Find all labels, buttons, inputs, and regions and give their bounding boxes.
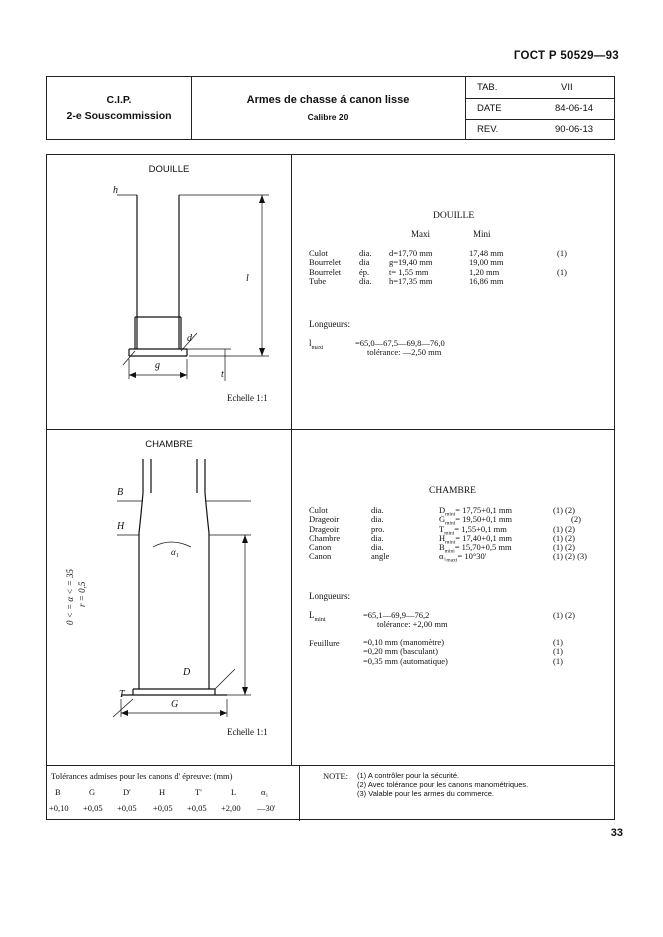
row-symbol: G: [439, 514, 446, 525]
header-table: [46, 76, 615, 140]
douille-rows: [309, 249, 609, 286]
page-number: 33: [610, 827, 623, 839]
row-symbol: H: [439, 532, 446, 543]
tol-header: L: [231, 787, 237, 797]
row-what: dia: [359, 257, 370, 268]
row-notes: (1) (2): [553, 532, 575, 543]
notes-list: [357, 771, 613, 798]
tol-value: +0,05: [83, 803, 103, 813]
row-eq: = 19,50+0,1 mm: [455, 514, 513, 525]
row-name: Drageoir: [309, 514, 340, 525]
date-label: DATE: [477, 103, 502, 114]
row-name: Canon: [309, 542, 332, 553]
tol-header: T': [195, 787, 202, 797]
row-eq: = 15,70+0,5 mm: [454, 542, 512, 553]
rev-row: [465, 119, 614, 140]
row-notes: (1) (2) (3): [553, 551, 587, 562]
douille-figure-title: DOUILLE: [148, 164, 190, 175]
row-mini: 19,00 mm: [469, 257, 504, 268]
tol-header: α₁: [261, 787, 269, 797]
tol-header: D': [123, 787, 131, 797]
row-what: angle: [371, 551, 390, 562]
douille-col-maxi: Maxi: [411, 229, 430, 239]
douille-lmaxi-label: [309, 338, 324, 351]
feuillure-value: =0,35 mm (automatique): [363, 655, 448, 666]
row-notes: (2): [571, 514, 581, 525]
row-note: (1): [557, 266, 567, 277]
row-name: Tube: [309, 275, 327, 286]
row-eq: = 10°30': [457, 551, 487, 562]
tol-value: +0,05: [153, 803, 173, 813]
rev-label: REV.: [477, 124, 499, 135]
lmini-symbol: L: [309, 610, 315, 620]
row-maxi: t= 1,55 mm: [389, 266, 429, 277]
douille-row: [309, 277, 609, 286]
row-symbol: D: [439, 505, 446, 515]
row-name: Drageoir: [309, 523, 340, 534]
row-mini: 17,48 mm: [469, 248, 504, 258]
row-name: Culot: [309, 248, 328, 258]
douille-label-l: l: [246, 273, 249, 284]
row-what: dia.: [371, 542, 384, 553]
row-sub: mini: [445, 511, 456, 518]
feuillure-value: =0,20 mm (basculant): [363, 646, 438, 657]
douille-label-h: h: [113, 185, 118, 196]
row-name: Bourrelet: [309, 257, 342, 268]
row-notes: (1) (2): [553, 523, 575, 534]
row-what: dia.: [359, 248, 372, 258]
douille-drawing: [97, 181, 287, 411]
chambre-lmini-label: [309, 610, 326, 623]
header-org-cell: [47, 77, 192, 139]
lmaxi-sub: maxi: [311, 344, 324, 351]
feuillure-note: (1): [553, 637, 563, 647]
chambre-rows: [309, 505, 609, 565]
row-mini: 1,20 mm: [469, 266, 500, 277]
row-what: dia.: [359, 275, 372, 286]
chambre-label-G: G: [171, 699, 179, 710]
column-divider: [291, 155, 292, 765]
tab-row: [465, 77, 614, 99]
chambre-lmini-value: =65,1—69,9—76,2: [363, 610, 430, 620]
row-sub: maxi: [446, 558, 458, 565]
lmini-sub: mini: [314, 616, 326, 623]
row-sub: mini: [445, 539, 456, 546]
row-value: [439, 552, 486, 566]
main-table: [46, 154, 615, 820]
tab-value: VII: [561, 82, 573, 93]
row-symbol: B: [439, 542, 445, 553]
date-row: [465, 98, 614, 120]
row-name: Bourrelet: [309, 266, 342, 277]
row-eq: = 17,40+0,1 mm: [455, 532, 513, 543]
lmaxi-symbol: l: [309, 338, 312, 348]
org-name: C.I.P.: [106, 94, 132, 106]
row-what: dia.: [371, 532, 384, 543]
rev-value: 90-06-13: [555, 124, 594, 135]
row-eq: = 1,55+0,1 mm: [454, 523, 507, 534]
douille-label-t: t: [221, 369, 224, 380]
chambre-radius: r = 0,5: [77, 581, 87, 607]
row-sub: mini: [444, 530, 455, 537]
row-symbol: T: [439, 523, 445, 534]
row-mini: 16,86 mm: [469, 275, 504, 286]
row-divider-1: [47, 429, 614, 430]
douille-row: [309, 268, 609, 277]
footer-divider: [299, 765, 300, 821]
chambre-lmini-notes: (1) (2): [553, 610, 575, 620]
row-symbol: α₁: [439, 551, 447, 562]
note-item: (3) Valable pour les armes du commerce.: [357, 789, 494, 798]
tol-header: B: [55, 787, 61, 797]
douille-longueurs-label: Longueurs:: [309, 319, 350, 329]
row-name: Canon: [309, 551, 332, 562]
feuillure-note: (1): [553, 646, 563, 657]
feuillure-note: (1): [553, 655, 563, 666]
chambre-drawing: [95, 455, 291, 725]
feuillure-label: Feuillure: [309, 638, 340, 648]
tol-value: +0,05: [117, 803, 137, 813]
chambre-tolerance: tolérance: +2,00 mm: [377, 619, 448, 629]
tab-label: TAB.: [477, 82, 498, 93]
chambre-figure-title: CHAMBRE: [145, 439, 193, 450]
row-what: ép.: [359, 266, 370, 277]
row-note: (1): [557, 248, 567, 258]
douille-table-title: DOUILLE: [433, 211, 475, 221]
chambre-label-alpha1: α₁: [171, 547, 179, 557]
note-item: (1) A contrôler pour la sécurité.: [357, 771, 460, 780]
chambre-scale: Echelle 1:1: [227, 727, 268, 737]
douille-lmaxi-value: =65,0—67,5—69,8—76,0: [355, 338, 445, 348]
row-what: pro.: [371, 523, 385, 534]
row-maxi: g=19,40 mm: [389, 257, 433, 268]
date-value: 84-06-14: [555, 103, 594, 114]
chambre-label-T: T: [119, 689, 125, 700]
feuillure-list: [363, 638, 603, 666]
tol-header: H: [159, 787, 166, 797]
douille-scale: Echelle 1:1: [227, 393, 268, 403]
row-divider-2: [47, 765, 614, 766]
tol-value: +0,05: [187, 803, 207, 813]
douille-label-g: g: [155, 360, 160, 371]
row-name: Chambre: [309, 532, 341, 543]
douille-col-mini: Mini: [473, 229, 491, 239]
doc-title: Armes de chasse á canon lisse: [246, 94, 410, 106]
row-sub: mini: [445, 520, 456, 527]
tol-header: G: [89, 787, 96, 797]
tol-value: +2,00: [221, 803, 241, 813]
tol-value: —30': [257, 803, 276, 813]
douille-label-d: d: [187, 333, 192, 344]
douille-row: [309, 249, 609, 258]
chambre-label-D: D: [183, 667, 191, 678]
row-notes: (1) (2): [553, 542, 575, 553]
feuillure-item: [363, 657, 603, 666]
doc-subtitle: Calibre 20: [307, 112, 349, 122]
row-sub: mini: [444, 548, 455, 555]
subcommission: 2-e Souscommission: [66, 110, 172, 122]
row-notes: (1) (2): [553, 505, 575, 515]
chambre-alpha-range: 0 < = α < = 35: [65, 568, 75, 625]
chambre-label-H: H: [117, 521, 125, 532]
row-what: dia.: [371, 514, 384, 525]
row-maxi: h=17,35 mm: [389, 275, 433, 286]
note-label: NOTE:: [323, 771, 349, 781]
row-eq: = 17,75+0,1 mm: [455, 505, 513, 515]
chambre-longueurs-label: Longueurs:: [309, 591, 350, 601]
chambre-table-title: CHAMBRE: [429, 486, 476, 496]
row-what: dia.: [371, 505, 384, 515]
note-item: (2) Avec tolérance pour les canons manométriques.: [357, 780, 529, 789]
douille-tolerance: tolérance: —2,50 mm: [367, 347, 442, 357]
row-maxi: d=17,70 mm: [389, 248, 433, 258]
document-code: ГОСТ Р 50529—93: [513, 50, 619, 62]
tol-value: +0,10: [49, 803, 69, 813]
header-title-cell: [191, 77, 466, 139]
feuillure-value: =0,10 mm (manomètre): [363, 637, 445, 647]
row-name: Culot: [309, 505, 328, 515]
chambre-label-B: B: [117, 487, 124, 498]
header-meta-cell: [465, 77, 614, 139]
tolerances-title: Tolérances admises pour les canons d' épreuve: (mm): [51, 771, 233, 781]
